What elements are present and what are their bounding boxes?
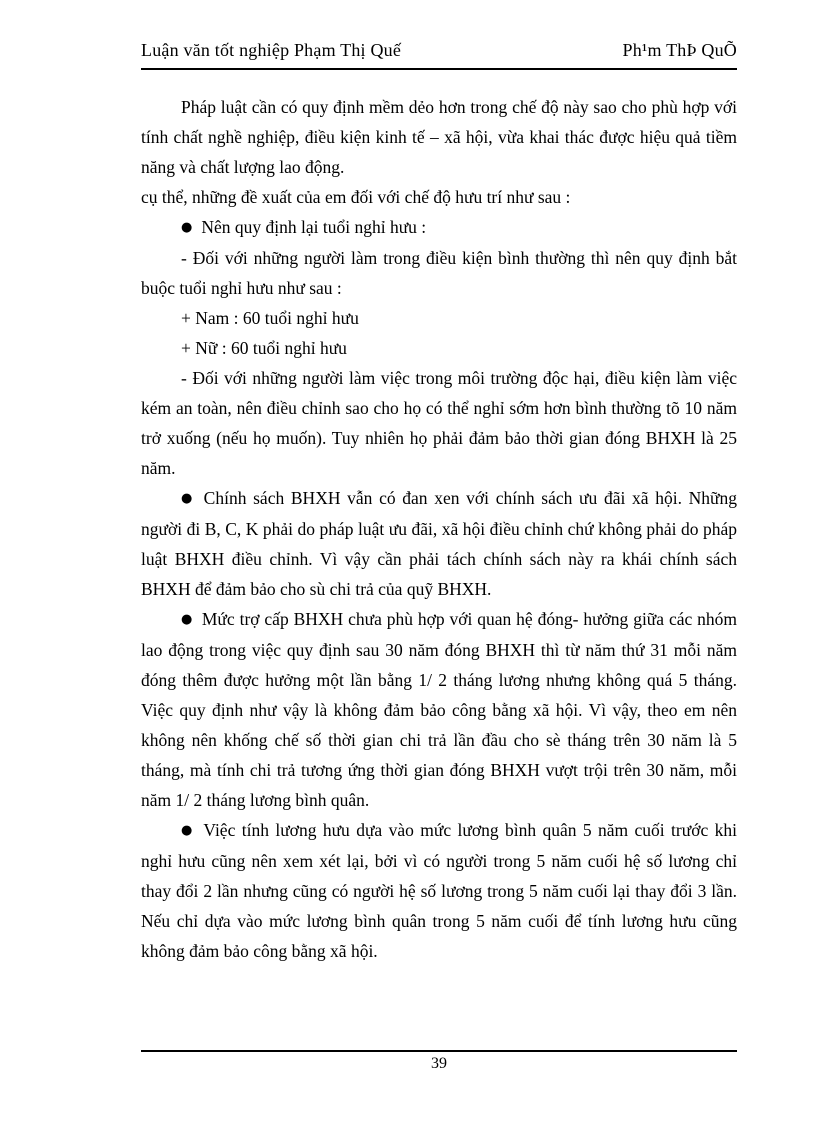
paragraph-text: Chính sách BHXH vẫn có đan xen với chính sách ưu đãi xã hội. Những người đi B, C, K phải do pháp luật ưu đãi, xã hội điều chỉnh chứ không phải do pháp luật BHXH điều chỉnh. Vì vậy cần phải tách chính sách này ra khái chính sách BHXH để đảm bảo cho sù chi trả của quỹ BHXH. — [141, 488, 738, 599]
paragraph — [141, 243, 737, 303]
paragraph — [141, 483, 737, 604]
bullet-icon: ● — [181, 220, 193, 235]
paragraph-text: + Nữ : 60 tuổi nghỉ hưu — [181, 338, 347, 358]
page-number: 39 — [431, 1055, 447, 1072]
paragraph-text: Mức trợ cấp BHXH chưa phù hợp với quan hệ đóng- hưởng giữa các nhóm lao động trong việc quy định sau 30 năm đóng BHXH thì từ năm thứ 31 mỗi năm đóng thêm được hưởng một lần bằng 1/ 2 tháng lương nhưng không quá 5 tháng. Việc quy định như vậy là không đảm bảo công bằng xã hội. Vì vậy, theo em nên không nên khống chế số thời gian chi trả lần đầu cho sè tháng trên 30 năm là 5 tháng, mà tính chi trả tương ứng thời gian đóng BHXH vượt trội trên 30 năm, mỗi năm 1/ 2 tháng lương bình quân. — [141, 609, 738, 810]
paragraph — [141, 604, 737, 815]
footer-divider — [141, 1050, 737, 1052]
bullet-icon: ● — [181, 491, 195, 506]
paragraph-text: - Đối với những người làm việc trong môi trường độc hại, điều kiện làm việc kém an toàn, nên điều chỉnh sao cho họ có thể nghỉ sớm hơn bình thường tõ 10 năm trở xuống (nếu họ muốn). Tuy nhiên họ phải đảm bảo thời gian đóng BHXH là 25 năm. — [141, 368, 737, 478]
page-header — [141, 40, 737, 70]
bullet-icon: ● — [181, 823, 195, 838]
paragraph — [141, 92, 737, 182]
paragraph — [141, 212, 737, 243]
paragraph — [141, 363, 737, 483]
bullet-icon: ● — [181, 612, 193, 627]
paragraph — [141, 303, 737, 333]
paragraph-text: cụ thể, những đề xuất của em đối với chế độ hưu trí như sau : — [141, 187, 571, 207]
page-footer — [141, 1050, 737, 1073]
paragraph — [141, 815, 737, 966]
paragraph-text: Pháp luật cần có quy định mềm dẻo hơn trong chế độ này sao cho phù hợp với tính chất nghề nghiệp, điều kiện kinh tế – xã hội, vừa khai thác được hiệu quả tiềm năng và chất lượng lao động. — [141, 97, 737, 177]
document-body — [141, 92, 737, 966]
header-author-right: Ph¹m ThÞ QuÕ — [622, 40, 737, 60]
header-title-left: Luận văn tốt nghiệp Phạm Thị Quế — [141, 40, 402, 60]
paragraph-text: + Nam : 60 tuổi nghỉ hưu — [181, 308, 359, 328]
paragraph — [141, 182, 737, 212]
paragraph-text: - Đối với những người làm trong điều kiện bình thường thì nên quy định bắt buộc tuổi nghỉ hưu như sau : — [141, 248, 737, 298]
paragraph-text: Việc tính lương hưu dựa vào mức lương bình quân 5 năm cuối trước khi nghỉ hưu cũng nên xem xét lại, bởi vì có người trong 5 năm cuối hệ số lương chỉ thay đổi 2 lần nhưng cũng có người hệ số lương trong 5 năm cuối lại thay đổi 3 lần. Nếu chỉ dựa vào mức lương bình quân trong 5 năm cuối để tính lương hưu cũng không đảm bảo công bằng xã hội. — [141, 820, 737, 961]
paragraph — [141, 333, 737, 363]
paragraph-text: Nên quy định lại tuổi nghỉ hưu : — [201, 217, 427, 237]
